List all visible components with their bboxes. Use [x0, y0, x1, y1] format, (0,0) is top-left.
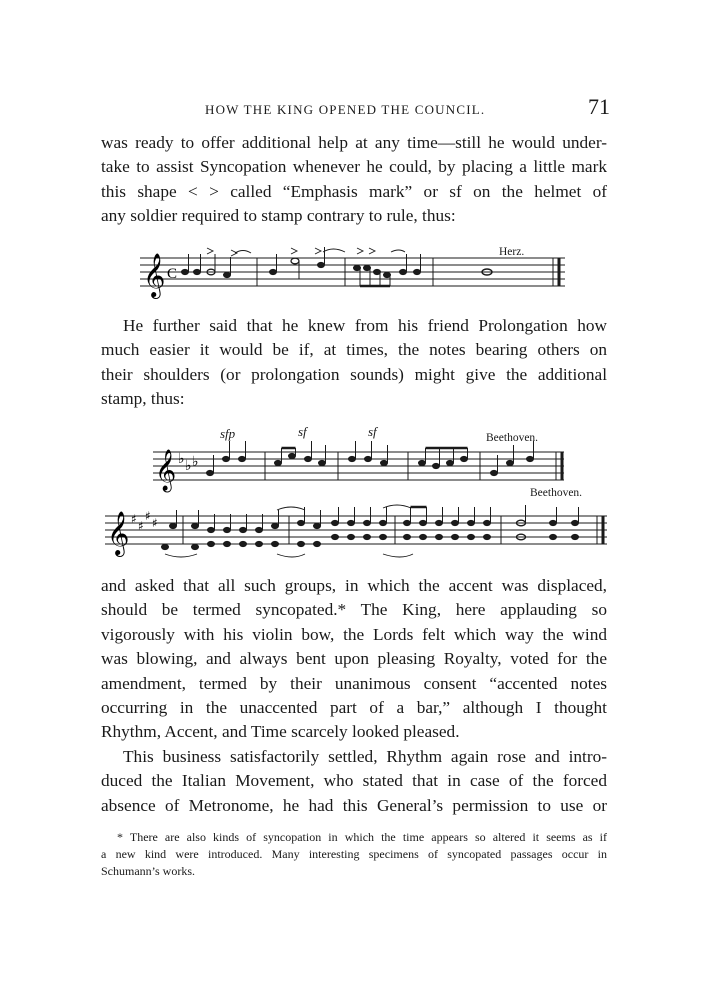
text-line: duced the Italian Movement, who stated that in case of the forced [101, 771, 607, 791]
flat-icon: ♭ [192, 454, 199, 470]
text-line: should be termed syncopated.* The King, here applauding so [101, 600, 607, 620]
notes [207, 441, 534, 480]
music-example-beethoven-1 [148, 440, 568, 495]
staff-lines [140, 258, 565, 286]
text-line: and asked that all such groups, in which the accent was displaced, [101, 576, 607, 595]
text-line: occurring in the unaccented part of a bar,” although I thought [101, 698, 607, 718]
text-line: He further said that he knew from his friend Prolongation how [123, 316, 607, 335]
dynamic-sf: sf [298, 424, 307, 439]
text-line: stamp, thus: [101, 389, 185, 409]
paragraph-4 [101, 745, 607, 818]
text-line: vigorously with his violin bow, the Lords felt which way the wind [101, 624, 607, 644]
text-line: was blowing, and always bent upon pleasing Royalty, voted for the [101, 649, 607, 669]
notes-measure-3 [354, 254, 421, 286]
text-line: Rhythm, Accent, and Time scarcely looked pleased. [101, 722, 460, 742]
text-line: was ready to offer additional help at any time—still he would under- [101, 133, 607, 152]
notes-measure-2 [270, 247, 325, 279]
text-line: their shoulders (or prolongation sounds) might give the additional [101, 364, 607, 384]
sharp-icon: ♯ [131, 512, 137, 526]
text-line: This business satisfactorily settled, Rhythm again rose and intro- [123, 747, 607, 766]
footnote-line: a new kind were introduced. Many interesting specimens of syncopated passages occur in [101, 847, 607, 861]
paragraph-1 [101, 131, 607, 229]
flat-icon: ♭ [185, 458, 192, 474]
text-line: any soldier required to stamp contrary to rule, thus: [101, 206, 456, 226]
composer-herz: Herz. [499, 246, 525, 258]
staff-lines [153, 452, 564, 480]
flat-icon: ♭ [178, 451, 185, 467]
treble-clef-icon: 𝄞 [107, 511, 130, 555]
text-line: absence of Metronome, he had this General’s permission to use or [101, 795, 607, 815]
treble-clef-icon: 𝄞 [155, 450, 177, 491]
accent-marks [207, 248, 405, 256]
footnote-line: * There are also kinds of syncopation in which the time appears so altered it seems as if [117, 830, 607, 844]
footnote [101, 829, 607, 880]
text-line: take to assist Syncopation whenever he could, by placing a little mark [101, 157, 607, 177]
staff-lines [105, 516, 607, 544]
music-example-beethoven-2 [101, 502, 611, 562]
sharp-icon: ♯ [145, 509, 151, 523]
composer-beethoven-1: Beethoven. [486, 432, 539, 444]
common-time-icon: C [167, 266, 178, 282]
footnote-line: Schumann’s works. [101, 864, 195, 878]
notes [162, 505, 579, 550]
treble-clef-icon: 𝄞 [143, 253, 166, 297]
text-line: amendment, termed by their unanimous consent “accented notes [101, 673, 607, 693]
text-line: much easier it would be if, at times, the notes bearing others on [101, 340, 607, 360]
dynamic-sf: sf [368, 424, 377, 439]
composer-beethoven-2: Beethoven. [530, 487, 583, 499]
paragraph-2 [101, 314, 607, 412]
paragraph-3 [101, 574, 607, 745]
running-title: HOW THE KING OPENED THE COUNCIL. [205, 102, 486, 117]
dynamic-sfp: sfp [220, 426, 236, 441]
text-line: this shape < > called “Emphasis mark” or sf on the helmet of [101, 181, 607, 201]
sharp-icon: ♯ [152, 516, 158, 530]
sharp-icon: ♯ [138, 519, 144, 533]
page-number: 71 [588, 94, 610, 119]
